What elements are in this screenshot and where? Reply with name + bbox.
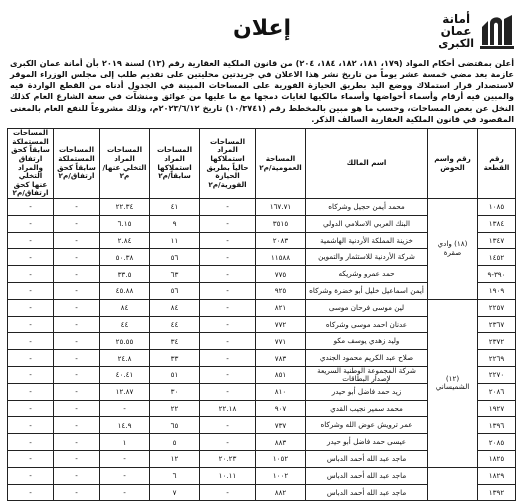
table-cell: ٥ [150, 434, 200, 451]
column-header: المساحات المستملكة سابقاً كحق ارتفاق والمراد التخلي عنها كحق ارتفاق/م٢ [8, 128, 54, 198]
table-cell: ٩٢٥ [256, 283, 306, 300]
table-cell: ١٤٥٢ [478, 249, 516, 266]
table-cell: ١٣٤٧ [478, 232, 516, 249]
table-cell: محمد أيمن حجيل وشركاه [306, 199, 428, 216]
table-cell: ٢٥.٥٥ [100, 333, 150, 350]
table-cell: - [100, 451, 150, 468]
table-cell: - [54, 316, 100, 333]
table-cell: شركة المجموعة الوطنية السريعة لإصدار البطاقات [306, 367, 428, 384]
table-cell: ٣٤ [150, 333, 200, 350]
table-cell: ٨٤ [150, 299, 200, 316]
table-cell: - [200, 350, 256, 367]
table-cell: ٢٠.٢٣ [200, 451, 256, 468]
table-cell: البنك العربي الاسلامي الدولي [306, 215, 428, 232]
table-cell: ٤٤ [150, 316, 200, 333]
table-cell: ٤٠.٤١ [100, 367, 150, 384]
table-cell: - [54, 283, 100, 300]
table-cell: ٢٢ [150, 400, 200, 417]
table-cell: - [8, 367, 54, 384]
table-cell: - [8, 299, 54, 316]
table-cell: ٨٨٢ [256, 484, 306, 501]
expropriation-table [7, 128, 516, 501]
table-cell: ١٦٧.٧١ [256, 199, 306, 216]
table-cell: ١٠.١١ [200, 467, 256, 484]
table-cell: - [54, 199, 100, 216]
table-cell: - [200, 215, 256, 232]
table-cell: ٢٢٥٧ [478, 299, 516, 316]
table-cell: - [200, 316, 256, 333]
table-cell: ٢٢.٣٤ [100, 199, 150, 216]
table-cell: ماجد عبد الله أحمد الدباس [306, 484, 428, 501]
table-cell: - [54, 232, 100, 249]
table-cell: - [200, 484, 256, 501]
table-cell: ٤٤ [100, 316, 150, 333]
table-cell: - [8, 333, 54, 350]
table-cell: - [54, 434, 100, 451]
table-cell: - [200, 417, 256, 434]
table-cell: ١٤.٩ [100, 417, 150, 434]
table-cell: - [8, 249, 54, 266]
table-cell: صلاح عبد الكريم محمود الجندي [306, 350, 428, 367]
table-body [8, 199, 516, 501]
table-cell: عمر ترويش عوض الله وشركاه [306, 417, 428, 434]
table-cell: ٢٣٦٧ [478, 316, 516, 333]
table-cell: - [54, 484, 100, 501]
table-cell: - [200, 299, 256, 316]
table-cell: - [54, 383, 100, 400]
table-cell: - [54, 350, 100, 367]
table-cell: - [8, 316, 54, 333]
table-cell: ٧٨٣ [256, 350, 306, 367]
table-cell: ٥٠.٣٨ [100, 249, 150, 266]
table-cell: - [54, 451, 100, 468]
table-cell: - [54, 367, 100, 384]
table-cell: ١٩٢٧ [478, 400, 516, 417]
table-cell: زيد حمد فاضل أبو حيدر [306, 383, 428, 400]
table-cell: ١٣٩٦ [478, 417, 516, 434]
table-cell: ١١٥٨٨ [256, 249, 306, 266]
table-cell: ٣٣.٥ [100, 266, 150, 283]
table-cell: ٦ [150, 467, 200, 484]
table-cell: أيمن اسماعيل خليل أبو خضرة وشركاه [306, 283, 428, 300]
column-header: المساحة العمومية/م٢ [256, 128, 306, 198]
basin-cell: (١٨) وادي صقرة [428, 199, 478, 300]
column-header: المساحات المراد التخلي عنها/م٢ [100, 128, 150, 198]
notice-intro: أعلن بمقتضى أحكام المواد (١٧٩، ١٨١، ١٨٢، ١٨٤، ٢٠٤) من قانون الملكية العقارية رقم (١٣) لسنة ٢٠١٩ بأن أمانة عمان الكبرى عازمة بعد مضي خمسة عشر يوماً من تاريخ نشر هذا الاعلان في جريدتين محليتين على تقديم طلب إلى مجلس الوزراء الموقر لاستصدار قرار استملاك ووضع اليد بطريق الحيازة الفورية على المساحات المبينة في الجدول أدناه من القطع الواردة فيه والمبين فيه أرقام وأسماء أحواضها وأسماء مالكيها لغايات دمجها مع ما عليها من عوائق ومنشآت في سعة الشارع العام كذلك النخل عن بعض المساحات، وحسب ما هو مبين بالمخطط رقم (١٠/٣٧٤١) تاريخ ٢٠٢٣/٦/١٢م، وذلك مشروعاً للنفع العام بالمعنى المقصود في قانون الملكية العقارية السالف الذكر. [10, 58, 514, 124]
table-cell: ٢٣٧٢ [478, 333, 516, 350]
table-cell: ١٢.٨٧ [100, 383, 150, 400]
table-cell: ٢.٨٤ [100, 232, 150, 249]
table-cell: ٣٥١٥ [256, 215, 306, 232]
table-cell: ٢٢.١٨ [200, 400, 256, 417]
table-cell: محمد سمير نجيب القدي [306, 400, 428, 417]
table-cell: ١١ [150, 232, 200, 249]
table-cell: - [200, 249, 256, 266]
table-cell: ٣٩٠-٩ [478, 266, 516, 283]
table-cell: ١ [100, 434, 150, 451]
column-header: المساحات المراد استملاكها سابقاً/م٢ [150, 128, 200, 198]
table-cell: وليد زهدي يوسف مكو [306, 333, 428, 350]
table-cell: - [8, 451, 54, 468]
table-cell: ٧٧١ [256, 333, 306, 350]
table-cell: ٥١ [150, 367, 200, 384]
table-cell: - [8, 266, 54, 283]
table-cell: ١٨٢٥ [478, 451, 516, 468]
table-cell: - [100, 484, 150, 501]
table-cell: - [100, 467, 150, 484]
table-cell: ٨٥١ [256, 367, 306, 384]
table-cell: ٦٣ [150, 266, 200, 283]
table-cell: - [54, 249, 100, 266]
table-row [8, 199, 516, 216]
table-cell: ١٨٢٩ [478, 467, 516, 484]
table-cell: - [200, 434, 256, 451]
table-cell: ٤٥.٨٨ [100, 283, 150, 300]
table-cell: - [200, 283, 256, 300]
logo-line2: عمان [440, 24, 472, 39]
table-cell: ٩٠٧ [256, 400, 306, 417]
table-cell: ٣٣ [150, 350, 200, 367]
table-row [8, 299, 516, 316]
table-cell: ٥٦ [150, 249, 200, 266]
table-cell: - [200, 383, 256, 400]
table-cell: - [8, 383, 54, 400]
table-cell: ١٠٥٢ [256, 451, 306, 468]
table-cell: - [8, 467, 54, 484]
table-cell: ٩ [150, 215, 200, 232]
table-cell: - [8, 434, 54, 451]
table-cell: - [54, 467, 100, 484]
table-cell: - [8, 417, 54, 434]
table-cell: - [54, 266, 100, 283]
table-cell: - [8, 283, 54, 300]
table-cell: ١٠٠٢ [256, 467, 306, 484]
table-header-row [8, 128, 516, 198]
table-cell: - [8, 484, 54, 501]
basin-cell: (١٢) الشميساني [428, 299, 478, 467]
table-cell: - [54, 299, 100, 316]
table-cell: - [54, 333, 100, 350]
table-cell: ٧ [150, 484, 200, 501]
table-cell: ٢٠٨٥ [478, 434, 516, 451]
table-cell: - [100, 400, 150, 417]
table-cell: ٧٣٧ [256, 417, 306, 434]
table-cell: - [8, 215, 54, 232]
table-cell: ٦.١٥ [100, 215, 150, 232]
table-cell: ١٣٩٢ [478, 484, 516, 501]
table-cell: ٥٦ [150, 283, 200, 300]
table-cell: ٢٠٨٣ [256, 232, 306, 249]
table-cell: ٨٢١ [256, 299, 306, 316]
table-row [8, 467, 516, 484]
notice-title: إعلان [232, 16, 292, 41]
logo-line1: أمانة [442, 11, 471, 26]
table-cell: ماجد عبد الله أحمد الدباس [306, 451, 428, 468]
table-cell: شركة الأردنية للاستثمار والتموين [306, 249, 428, 266]
table-cell: - [200, 232, 256, 249]
table-cell: ٨٤ [100, 299, 150, 316]
table-cell: ٨٨٣ [256, 434, 306, 451]
table-cell: - [8, 232, 54, 249]
table-cell: خزينة المملكة الأردنية الهاشمية [306, 232, 428, 249]
table-cell: ٤١ [150, 199, 200, 216]
table-cell: - [8, 199, 54, 216]
column-header: المساحات المراد استملاكها حالياً بطريق الحيازة الفورية/م٢ [200, 128, 256, 198]
table-cell: - [54, 215, 100, 232]
table-cell: ١٠٨٥ [478, 199, 516, 216]
table-cell: ٨١٠ [256, 383, 306, 400]
column-header: اسم المالك [306, 128, 428, 198]
table-cell: - [200, 266, 256, 283]
table-cell: ٢٢٧٠ [478, 367, 516, 384]
table-cell: - [8, 350, 54, 367]
logo-line3: الكبرى [438, 36, 474, 50]
column-header: المساحات المستملكة سابقاً كحق ارتفاق/م٢ [54, 128, 100, 198]
table-cell: ٧٧٢ [256, 316, 306, 333]
table-cell: ٢٤.٨ [100, 350, 150, 367]
table-cell: عيسى حمد فاضل أبو حيدر [306, 434, 428, 451]
table-cell: - [54, 400, 100, 417]
table-cell: ٢٢٦٩ [478, 350, 516, 367]
table-cell: عدنان احمد موسى وشركاه [306, 316, 428, 333]
column-header: رقم واسم الحوض [428, 128, 478, 198]
table-cell: - [200, 199, 256, 216]
table-cell: ١٣٨٤ [478, 215, 516, 232]
table-cell: ١٢ [150, 451, 200, 468]
table-cell: - [200, 333, 256, 350]
table-cell: لين موسى فرحان موسى [306, 299, 428, 316]
table-cell: ٢٠٨٦ [478, 383, 516, 400]
basin-cell [428, 467, 478, 501]
table-cell: - [8, 400, 54, 417]
table-cell: حمد عمرو وشريكه [306, 266, 428, 283]
table-cell: ٦٥ [150, 417, 200, 434]
notice-header [8, 6, 516, 58]
table-cell: ٣٠ [150, 383, 200, 400]
table-cell: ٧٧٥ [256, 266, 306, 283]
table-cell: - [54, 417, 100, 434]
table-cell: ماجد عبد الله أحمد الدباس [306, 467, 428, 484]
table-cell: ١٩٠٩ [478, 283, 516, 300]
table-cell: - [200, 367, 256, 384]
column-header: رقم القطعة [478, 128, 516, 198]
